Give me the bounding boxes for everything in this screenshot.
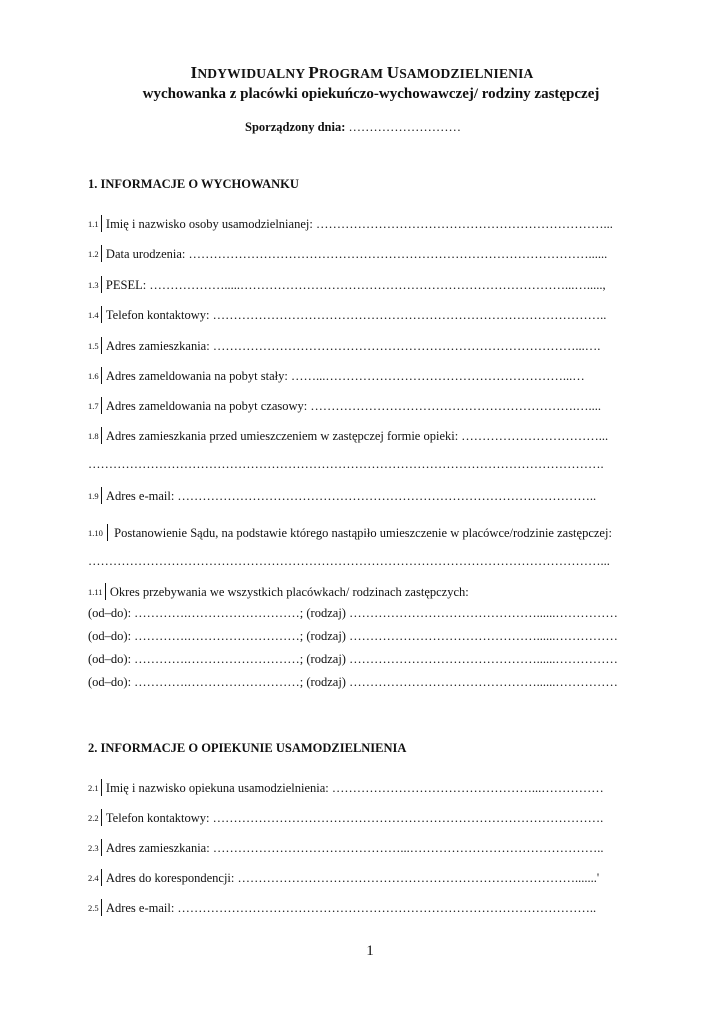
title-initial: I xyxy=(190,63,198,82)
title-initial: U xyxy=(386,63,400,82)
period-line: (od–do): ………….………………………; (rodzaj) ………………………………………......…………… xyxy=(88,629,618,643)
field-divider xyxy=(101,779,102,796)
field-text: Data urodzenia: ……………………………………………………………………………………...... xyxy=(105,247,608,261)
date-field xyxy=(245,120,461,135)
field-1-11 xyxy=(88,583,469,600)
field-divider xyxy=(101,215,102,232)
field-number: 1.7 xyxy=(88,401,99,411)
field-text: Postanowienie Sądu, na podstawie którego nastąpiło umieszczenie w placówce/rodzinie zastępczej: xyxy=(114,526,612,540)
field-number: 1.3 xyxy=(88,280,99,290)
field-1-6 xyxy=(88,367,585,384)
field-divider xyxy=(101,809,102,826)
page-number: 1 xyxy=(366,943,374,959)
field-number: 2.1 xyxy=(88,783,99,793)
field-divider xyxy=(101,427,102,444)
field-1-4 xyxy=(88,306,606,323)
field-2-4 xyxy=(88,869,599,886)
field-divider xyxy=(101,487,102,504)
title-word: ROGRAM xyxy=(318,66,387,81)
field-1-5 xyxy=(88,337,600,354)
field-number: 1.4 xyxy=(88,310,99,320)
field-number: 1.5 xyxy=(88,341,99,351)
date-label: Sporządzony dnia: xyxy=(245,120,346,134)
field-text: Adres zameldowania na pobyt stały: ……...…………………………………………………...… xyxy=(105,369,585,383)
field-number: 2.3 xyxy=(88,843,99,853)
field-text: Adres e-mail: ……………………………………………………………………………………….. xyxy=(105,901,597,915)
period-line: (od–do): ………….………………………; (rodzaj) ………………………………………......…………… xyxy=(88,606,618,620)
title-word: SAMODZIELNIENIA xyxy=(399,66,534,81)
field-1-3 xyxy=(88,276,606,293)
field-divider xyxy=(101,367,102,384)
field-number: 2.2 xyxy=(88,813,99,823)
field-2-1 xyxy=(88,779,604,796)
field-text: Adres zamieszkania przed umieszczeniem w zastępczej formie opieki: ……………………………... xyxy=(105,429,609,443)
field-number: 1.9 xyxy=(88,491,99,501)
field-number: 1.1 xyxy=(88,219,99,229)
field-number: 2.5 xyxy=(88,903,99,913)
field-1-8-continuation: ……………………………………………………………………………………………………………. xyxy=(88,457,604,471)
field-number: 1.2 xyxy=(88,249,99,259)
section-2-heading: 2. INFORMACJE O OPIEKUNIE USAMODZIELNIENIA xyxy=(88,741,407,755)
section-1-heading: 1. INFORMACJE O WYCHOWANKU xyxy=(88,177,299,191)
field-number: 2.4 xyxy=(88,873,99,883)
field-text: Adres zameldowania na pobyt czasowy: ……………………………………………………….….... xyxy=(105,399,601,413)
field-divider xyxy=(101,869,102,886)
field-1-1 xyxy=(88,215,613,232)
field-text: Adres zamieszkania: ……………………………………………………………………………...…. xyxy=(105,339,601,353)
field-1-8 xyxy=(88,427,608,444)
title-initial: P xyxy=(308,63,319,82)
field-1-10 xyxy=(88,524,612,541)
field-divider xyxy=(101,306,102,323)
period-line: (od–do): ………….………………………; (rodzaj) ………………………………………......…………… xyxy=(88,675,618,689)
field-2-3 xyxy=(88,839,603,856)
field-divider xyxy=(101,276,102,293)
field-divider xyxy=(101,899,102,916)
field-number: 1.10 xyxy=(88,528,103,538)
field-divider xyxy=(101,337,102,354)
field-text: PESEL: ……………….....……………………………………………………………………...…....., xyxy=(105,278,606,292)
field-number: 1.8 xyxy=(88,431,99,441)
field-1-9 xyxy=(88,487,596,504)
field-text: Telefon kontaktowy: ………………………………………………………………………………….. xyxy=(105,308,607,322)
field-divider xyxy=(101,397,102,414)
field-text: Adres zamieszkania: ………………………………………...……………………………………….. xyxy=(105,841,604,855)
field-divider xyxy=(101,245,102,262)
field-number: 1.6 xyxy=(88,371,99,381)
field-divider xyxy=(101,839,102,856)
period-line: (od–do): ………….………………………; (rodzaj) ………………………………………......…………… xyxy=(88,652,618,666)
title-word: NDYWIDUALNY xyxy=(197,66,309,81)
field-divider xyxy=(107,524,108,541)
field-text: Imię i nazwisko osoby usamodzielnianej: ……………………………………………………………... xyxy=(105,217,613,231)
document-title xyxy=(0,63,724,83)
field-number: 1.11 xyxy=(88,587,103,597)
field-1-7 xyxy=(88,397,601,414)
field-2-2 xyxy=(88,809,603,826)
field-1-2 xyxy=(88,245,607,262)
field-text: Telefon kontaktowy: …………………………………………………………………………………. xyxy=(105,811,604,825)
date-value: ……………………… xyxy=(345,120,461,134)
field-text: Adres do korespondencji: ……………………………………………………………………….......' xyxy=(105,871,600,885)
document-subtitle: wychowanka z placówki opiekuńczo-wychowawczej/ rodziny zastępczej xyxy=(142,86,600,102)
field-text: Adres e-mail: ……………………………………………………………………………………….. xyxy=(105,489,597,503)
field-1-10-continuation: ……………………………………………………………………………………………………………... xyxy=(88,554,610,568)
field-text: Imię i nazwisko opiekuna usamodzielnienia: …………………………………………...…………… xyxy=(105,781,604,795)
field-text: Okres przebywania we wszystkich placówkach/ rodzinach zastępczych: xyxy=(109,585,469,599)
field-2-5 xyxy=(88,899,596,916)
field-divider xyxy=(105,583,106,600)
